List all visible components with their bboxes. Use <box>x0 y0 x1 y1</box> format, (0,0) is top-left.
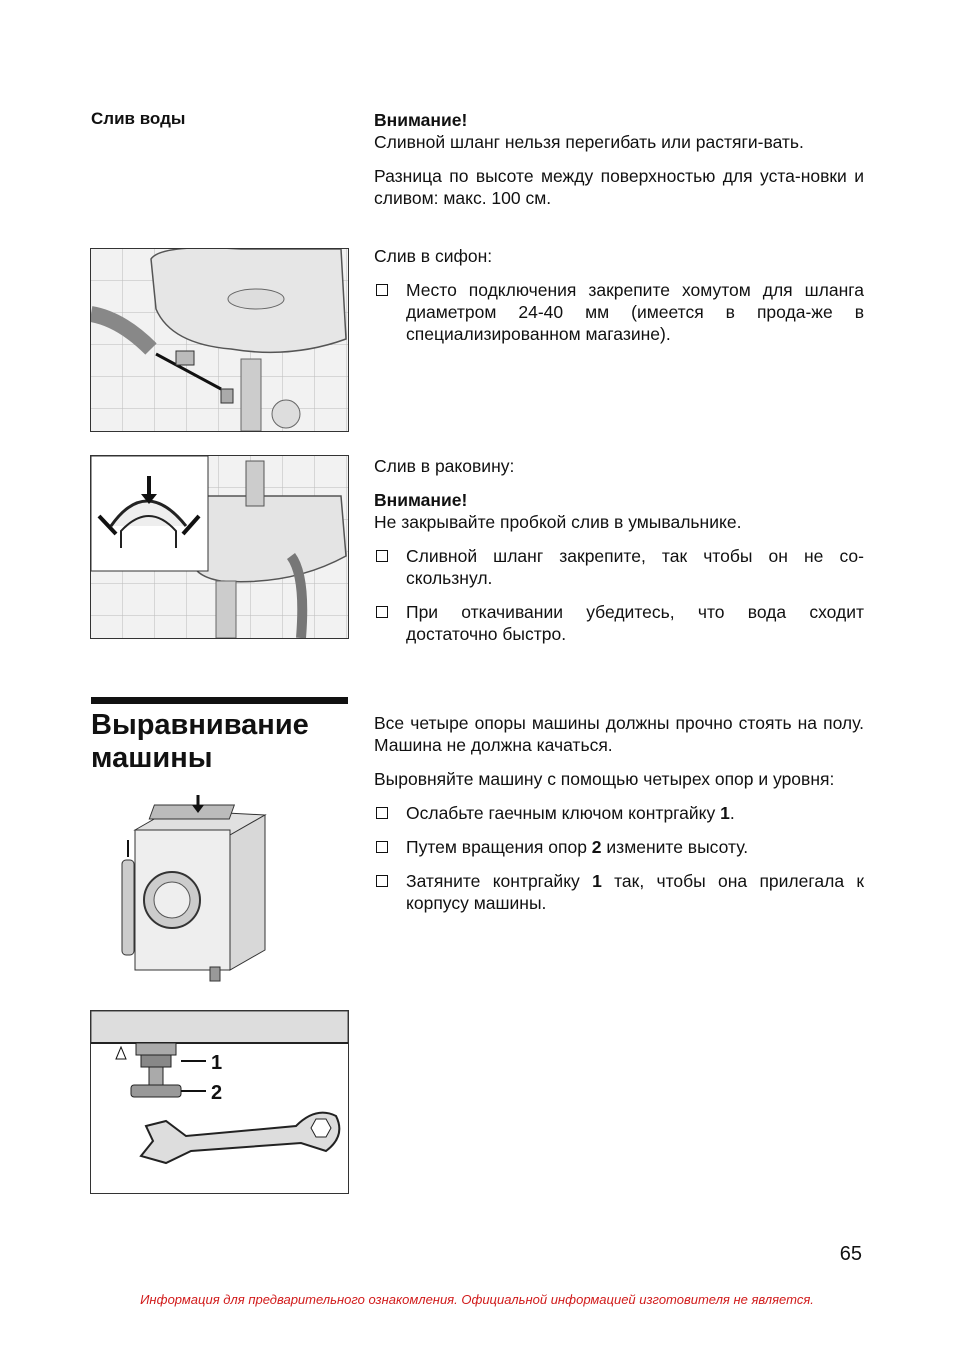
hose-warning: Сливной шланг нельзя перегибать или растяги-вать. <box>374 132 804 152</box>
sink-bullet-2 <box>374 601 864 645</box>
bullet-1-num: 1 <box>720 803 730 823</box>
siphon-label: Слив в сифон: <box>374 246 493 266</box>
checkbox-bullet-icon <box>376 550 388 562</box>
machine-drawing <box>110 795 270 995</box>
siphon-bullet-text: Место подключения закрепите хомутом для шланга диаметром 24-40 мм (имеется в прода-же в специализированном магазине). <box>406 280 864 344</box>
sink-label: Слив в раковину: <box>374 456 515 476</box>
bullet-3-text: Затяните контргайку <box>406 871 593 891</box>
footer-disclaimer: Информация для предварительного ознакомления. Официальной информацией изготовителя не является. <box>140 1292 814 1307</box>
sink-bullet-2-text: При откачивании убедитесь, что вода сходит достаточно быстро. <box>406 602 864 644</box>
drain-text-block <box>374 109 864 221</box>
checkbox-bullet-icon <box>376 875 388 887</box>
sink-illustration <box>90 455 349 639</box>
bullet-2-text: Путем вращения опор <box>406 837 592 857</box>
height-difference: Разница по высоте между поверхностью для уста-новки и сливом: макс. 100 см. <box>374 166 864 208</box>
foot-label-2: 2 <box>211 1082 223 1104</box>
leveling-text-block <box>374 712 864 926</box>
attention-heading-2: Внимание! <box>374 490 468 510</box>
leveling-paragraph-2: Выровняйте машину с помощью четырех опор и уровня: <box>374 769 835 789</box>
sink-block <box>374 455 864 657</box>
sink-drawing <box>91 456 348 638</box>
machine-illustration <box>110 795 270 995</box>
leveling-bullet-1 <box>374 802 864 824</box>
foot-wrench-drawing <box>91 1011 348 1193</box>
bullet-2-num: 2 <box>591 837 602 857</box>
section-label-drain: Слив воды <box>91 109 186 128</box>
bullet-1-end: . <box>729 803 735 823</box>
bullet-3-num: 1 <box>592 871 602 891</box>
sink-bullet-1 <box>374 545 864 589</box>
title-line-2: машины <box>91 742 213 774</box>
title-line-1: Выравнивание <box>91 709 309 741</box>
checkbox-bullet-icon <box>376 606 388 618</box>
bullet-2-end: измените высоту. <box>601 837 749 857</box>
checkbox-bullet-icon <box>376 807 388 819</box>
sink-bullet-1-text: Сливной шланг закрепите, так чтобы он не со-скользнул. <box>406 546 864 588</box>
page-number: 65 <box>839 1243 862 1265</box>
leveling-bullet-2 <box>374 836 864 858</box>
sink-warning: Не закрывайте пробкой слив в умывальнике. <box>374 512 742 532</box>
siphon-block <box>374 245 864 357</box>
siphon-illustration <box>90 248 349 432</box>
checkbox-bullet-icon <box>376 284 388 296</box>
siphon-drawing <box>91 249 348 431</box>
bullet-1-text: Ослабьте гаечным ключом контргайку <box>406 803 721 823</box>
bullet-3-end: так, чтобы она прилегала к корпусу машины. <box>406 871 864 913</box>
checkbox-bullet-icon <box>376 841 388 853</box>
siphon-bullet <box>374 279 864 345</box>
section-title-leveling <box>91 709 348 775</box>
leveling-paragraph-1: Все четыре опоры машины должны прочно стоять на полу. Машина не должна качаться. <box>374 713 864 755</box>
foot-label-1: 1 <box>211 1052 223 1074</box>
attention-heading: Внимание! <box>374 110 468 130</box>
section-divider <box>91 697 348 704</box>
leveling-bullet-3 <box>374 870 864 914</box>
foot-wrench-illustration <box>90 1010 349 1194</box>
